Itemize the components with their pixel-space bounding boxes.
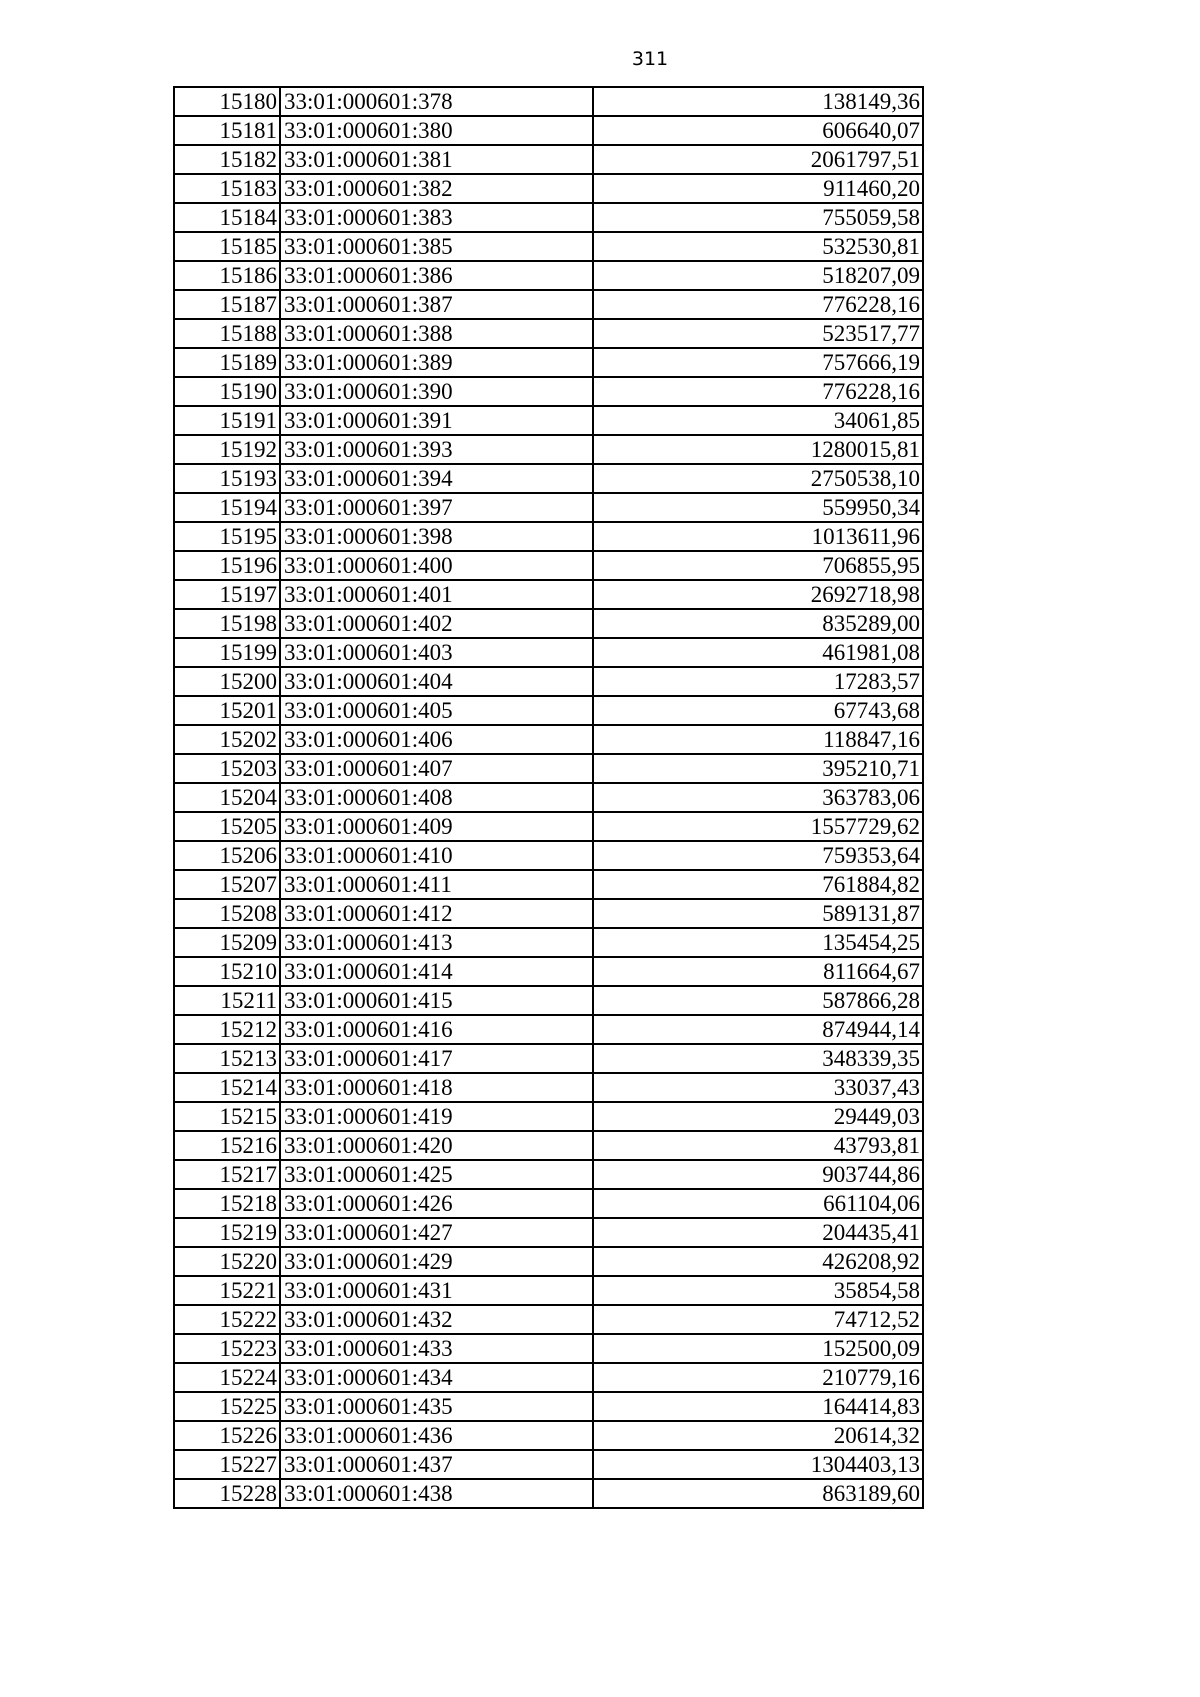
value-cell: 20614,32: [593, 1421, 923, 1450]
value-cell: 835289,00: [593, 609, 923, 638]
row-number-cell: 15218: [174, 1189, 280, 1218]
table-row: [174, 1334, 923, 1363]
cadastral-number-cell: 33:01:000601:426: [280, 1189, 593, 1218]
table-row: [174, 870, 923, 899]
table-row: [174, 841, 923, 870]
value-cell: 661104,06: [593, 1189, 923, 1218]
value-cell: 35854,58: [593, 1276, 923, 1305]
value-cell: 911460,20: [593, 174, 923, 203]
cadastral-number-cell: 33:01:000601:380: [280, 116, 593, 145]
value-cell: 1557729,62: [593, 812, 923, 841]
cadastral-number-cell: 33:01:000601:394: [280, 464, 593, 493]
table-row: [174, 1305, 923, 1334]
row-number-cell: 15207: [174, 870, 280, 899]
cadastral-number-cell: 33:01:000601:405: [280, 696, 593, 725]
table-row: [174, 145, 923, 174]
table-row: [174, 812, 923, 841]
cadastral-number-cell: 33:01:000601:406: [280, 725, 593, 754]
row-number-cell: 15225: [174, 1392, 280, 1421]
value-cell: 204435,41: [593, 1218, 923, 1247]
table-row: [174, 377, 923, 406]
cadastral-number-cell: 33:01:000601:412: [280, 899, 593, 928]
table-row: [174, 319, 923, 348]
table-row: [174, 348, 923, 377]
cadastral-number-cell: 33:01:000601:431: [280, 1276, 593, 1305]
value-cell: 559950,34: [593, 493, 923, 522]
cadastral-number-cell: 33:01:000601:407: [280, 754, 593, 783]
cadastral-number-cell: 33:01:000601:416: [280, 1015, 593, 1044]
row-number-cell: 15199: [174, 638, 280, 667]
page-number: 311: [631, 48, 669, 70]
value-cell: 903744,86: [593, 1160, 923, 1189]
table-row: [174, 696, 923, 725]
cadastral-number-cell: 33:01:000601:382: [280, 174, 593, 203]
value-cell: 348339,35: [593, 1044, 923, 1073]
table-row: [174, 435, 923, 464]
value-cell: 587866,28: [593, 986, 923, 1015]
value-cell: 138149,36: [593, 87, 923, 116]
table-row: [174, 522, 923, 551]
cadastral-number-cell: 33:01:000601:378: [280, 87, 593, 116]
table-row: [174, 203, 923, 232]
table-row: [174, 1189, 923, 1218]
cadastral-number-cell: 33:01:000601:381: [280, 145, 593, 174]
table-row: [174, 261, 923, 290]
table-row: [174, 667, 923, 696]
value-cell: 43793,81: [593, 1131, 923, 1160]
value-cell: 34061,85: [593, 406, 923, 435]
table-row: [174, 580, 923, 609]
row-number-cell: 15200: [174, 667, 280, 696]
table-row: [174, 609, 923, 638]
cadastral-number-cell: 33:01:000601:413: [280, 928, 593, 957]
cadastral-number-cell: 33:01:000601:409: [280, 812, 593, 841]
row-number-cell: 15193: [174, 464, 280, 493]
value-cell: 589131,87: [593, 899, 923, 928]
row-number-cell: 15215: [174, 1102, 280, 1131]
value-cell: 426208,92: [593, 1247, 923, 1276]
table-row: [174, 1479, 923, 1508]
value-cell: 755059,58: [593, 203, 923, 232]
row-number-cell: 15195: [174, 522, 280, 551]
value-cell: 761884,82: [593, 870, 923, 899]
cadastral-number-cell: 33:01:000601:433: [280, 1334, 593, 1363]
cadastral-number-cell: 33:01:000601:386: [280, 261, 593, 290]
table-row: [174, 1450, 923, 1479]
cadastral-number-cell: 33:01:000601:417: [280, 1044, 593, 1073]
row-number-cell: 15210: [174, 957, 280, 986]
table-row: [174, 928, 923, 957]
cadastral-number-cell: 33:01:000601:393: [280, 435, 593, 464]
table-row: [174, 986, 923, 1015]
row-number-cell: 15217: [174, 1160, 280, 1189]
cadastral-number-cell: 33:01:000601:419: [280, 1102, 593, 1131]
cadastral-number-cell: 33:01:000601:397: [280, 493, 593, 522]
table-row: [174, 464, 923, 493]
row-number-cell: 15184: [174, 203, 280, 232]
value-cell: 135454,25: [593, 928, 923, 957]
cadastral-number-cell: 33:01:000601:391: [280, 406, 593, 435]
cadastral-number-cell: 33:01:000601:403: [280, 638, 593, 667]
cadastral-number-cell: 33:01:000601:429: [280, 1247, 593, 1276]
value-cell: 67743,68: [593, 696, 923, 725]
cadastral-number-cell: 33:01:000601:408: [280, 783, 593, 812]
row-number-cell: 15181: [174, 116, 280, 145]
row-number-cell: 15208: [174, 899, 280, 928]
value-cell: 863189,60: [593, 1479, 923, 1508]
row-number-cell: 15220: [174, 1247, 280, 1276]
value-cell: 532530,81: [593, 232, 923, 261]
cadastral-number-cell: 33:01:000601:427: [280, 1218, 593, 1247]
row-number-cell: 15228: [174, 1479, 280, 1508]
table-row: [174, 899, 923, 928]
cadastral-number-cell: 33:01:000601:401: [280, 580, 593, 609]
value-cell: 2750538,10: [593, 464, 923, 493]
cadastral-number-cell: 33:01:000601:425: [280, 1160, 593, 1189]
table-row: [174, 116, 923, 145]
table-row: [174, 1102, 923, 1131]
cadastral-number-cell: 33:01:000601:410: [280, 841, 593, 870]
value-cell: 118847,16: [593, 725, 923, 754]
table-row: [174, 232, 923, 261]
table-body: [174, 87, 923, 1508]
row-number-cell: 15202: [174, 725, 280, 754]
value-cell: 706855,95: [593, 551, 923, 580]
table-row: [174, 1392, 923, 1421]
value-cell: 395210,71: [593, 754, 923, 783]
data-table-wrapper: [173, 86, 924, 1509]
value-cell: 74712,52: [593, 1305, 923, 1334]
cadastral-number-cell: 33:01:000601:390: [280, 377, 593, 406]
table-row: [174, 1131, 923, 1160]
value-cell: 29449,03: [593, 1102, 923, 1131]
value-cell: 518207,09: [593, 261, 923, 290]
cadastral-number-cell: 33:01:000601:437: [280, 1450, 593, 1479]
value-cell: 606640,07: [593, 116, 923, 145]
value-cell: 164414,83: [593, 1392, 923, 1421]
table-row: [174, 1160, 923, 1189]
row-number-cell: 15194: [174, 493, 280, 522]
row-number-cell: 15211: [174, 986, 280, 1015]
row-number-cell: 15209: [174, 928, 280, 957]
value-cell: 2692718,98: [593, 580, 923, 609]
table-row: [174, 493, 923, 522]
cadastral-number-cell: 33:01:000601:388: [280, 319, 593, 348]
value-cell: 2061797,51: [593, 145, 923, 174]
row-number-cell: 15198: [174, 609, 280, 638]
cadastral-number-cell: 33:01:000601:438: [280, 1479, 593, 1508]
value-cell: 152500,09: [593, 1334, 923, 1363]
row-number-cell: 15214: [174, 1073, 280, 1102]
table-row: [174, 87, 923, 116]
value-cell: 776228,16: [593, 290, 923, 319]
row-number-cell: 15223: [174, 1334, 280, 1363]
row-number-cell: 15206: [174, 841, 280, 870]
table-row: [174, 1015, 923, 1044]
cadastral-number-cell: 33:01:000601:435: [280, 1392, 593, 1421]
table-row: [174, 174, 923, 203]
table-row: [174, 551, 923, 580]
value-cell: 1013611,96: [593, 522, 923, 551]
cadastral-number-cell: 33:01:000601:434: [280, 1363, 593, 1392]
value-cell: 461981,08: [593, 638, 923, 667]
cadastral-number-cell: 33:01:000601:402: [280, 609, 593, 638]
cadastral-number-cell: 33:01:000601:411: [280, 870, 593, 899]
row-number-cell: 15213: [174, 1044, 280, 1073]
row-number-cell: 15189: [174, 348, 280, 377]
row-number-cell: 15187: [174, 290, 280, 319]
value-cell: 17283,57: [593, 667, 923, 696]
row-number-cell: 15185: [174, 232, 280, 261]
value-cell: 1280015,81: [593, 435, 923, 464]
cadastral-number-cell: 33:01:000601:387: [280, 290, 593, 319]
cadastral-number-cell: 33:01:000601:414: [280, 957, 593, 986]
row-number-cell: 15188: [174, 319, 280, 348]
row-number-cell: 15221: [174, 1276, 280, 1305]
row-number-cell: 15197: [174, 580, 280, 609]
table-row: [174, 1073, 923, 1102]
cadastral-number-cell: 33:01:000601:420: [280, 1131, 593, 1160]
value-cell: 757666,19: [593, 348, 923, 377]
row-number-cell: 15183: [174, 174, 280, 203]
value-cell: 874944,14: [593, 1015, 923, 1044]
row-number-cell: 15205: [174, 812, 280, 841]
row-number-cell: 15222: [174, 1305, 280, 1334]
cadastral-number-cell: 33:01:000601:404: [280, 667, 593, 696]
cadastral-number-cell: 33:01:000601:418: [280, 1073, 593, 1102]
cadastral-number-cell: 33:01:000601:383: [280, 203, 593, 232]
table-row: [174, 406, 923, 435]
value-cell: 363783,06: [593, 783, 923, 812]
cadastral-number-cell: 33:01:000601:415: [280, 986, 593, 1015]
cadastral-number-cell: 33:01:000601:432: [280, 1305, 593, 1334]
row-number-cell: 15182: [174, 145, 280, 174]
table-row: [174, 783, 923, 812]
table-row: [174, 1363, 923, 1392]
table-row: [174, 754, 923, 783]
row-number-cell: 15190: [174, 377, 280, 406]
table-row: [174, 290, 923, 319]
cadastral-number-cell: 33:01:000601:389: [280, 348, 593, 377]
table-row: [174, 638, 923, 667]
table-row: [174, 1247, 923, 1276]
value-cell: 33037,43: [593, 1073, 923, 1102]
cadastral-number-cell: 33:01:000601:436: [280, 1421, 593, 1450]
value-cell: 759353,64: [593, 841, 923, 870]
table-row: [174, 957, 923, 986]
table-row: [174, 1421, 923, 1450]
row-number-cell: 15196: [174, 551, 280, 580]
row-number-cell: 15180: [174, 87, 280, 116]
table-row: [174, 1044, 923, 1073]
row-number-cell: 15224: [174, 1363, 280, 1392]
row-number-cell: 15219: [174, 1218, 280, 1247]
cadastral-number-cell: 33:01:000601:398: [280, 522, 593, 551]
data-table: [173, 86, 924, 1509]
row-number-cell: 15204: [174, 783, 280, 812]
row-number-cell: 15226: [174, 1421, 280, 1450]
value-cell: 210779,16: [593, 1363, 923, 1392]
cadastral-number-cell: 33:01:000601:385: [280, 232, 593, 261]
row-number-cell: 15191: [174, 406, 280, 435]
cadastral-number-cell: 33:01:000601:400: [280, 551, 593, 580]
value-cell: 523517,77: [593, 319, 923, 348]
row-number-cell: 15203: [174, 754, 280, 783]
row-number-cell: 15212: [174, 1015, 280, 1044]
row-number-cell: 15192: [174, 435, 280, 464]
value-cell: 811664,67: [593, 957, 923, 986]
row-number-cell: 15186: [174, 261, 280, 290]
table-row: [174, 1276, 923, 1305]
value-cell: 776228,16: [593, 377, 923, 406]
row-number-cell: 15201: [174, 696, 280, 725]
table-row: [174, 1218, 923, 1247]
table-row: [174, 725, 923, 754]
row-number-cell: 15227: [174, 1450, 280, 1479]
row-number-cell: 15216: [174, 1131, 280, 1160]
value-cell: 1304403,13: [593, 1450, 923, 1479]
